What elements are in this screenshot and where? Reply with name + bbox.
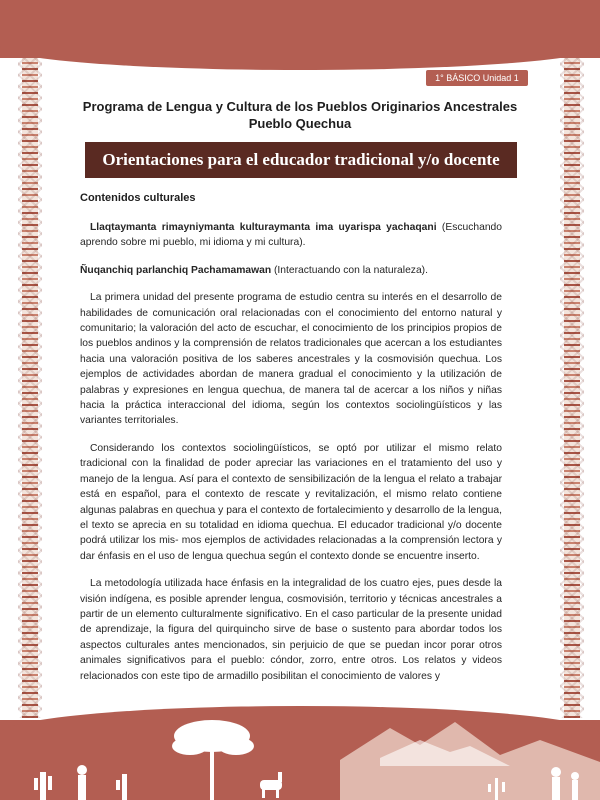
program-title	[60, 98, 540, 132]
program-title-line2: Pueblo Quechua	[248, 116, 352, 131]
top-decorative-band	[0, 0, 600, 58]
content-item-2	[80, 263, 502, 278]
section-banner: Orientaciones para el educador tradicional y/o docente	[85, 142, 517, 178]
document-body	[80, 220, 502, 696]
right-woven-border	[564, 58, 580, 718]
program-title-line1: Programa de Lengua y Cultura de los Pueblos Originarios Ancestrales	[82, 99, 518, 114]
paragraph-3: La metodología utilizada hace énfasis en la integralidad de los cuatro ejes, pues desde la visión indígena, es posible aprender lengua, cosmovisión, territorio y técnicas ancestrales a partir de un elemento culturalmente significativo. En el caso particular de la presente unidad de aprendizaje, la figura del quirquincho sirve de base o sustento para abordar todos los aspectos culturales antes mencionados, sin perjuicio de que se puedan incor porar otros animales significativos para el pueblo: cóndor, zorro, entre otros. Los relatos y videos relacionados con este tipo de armadillo posibilitan el conocimiento de valores y	[80, 578, 502, 682]
content-item-1	[80, 220, 502, 251]
unit-tag: 1° BÁSICO Unidad 1	[426, 70, 528, 86]
content-item-1-quechua: Llaqtaymanta rimayniymanta kulturaymanta ima uyarispa yachaqani	[90, 222, 437, 233]
landscape-silhouette-illustration	[0, 700, 600, 800]
paragraph-2: Considerando los contextos sociolingüísticos, se optó por utilizar el mismo relato tradicional con la finalidad de poder apreciar las variaciones en el tratamiento del uso y manejo de la lengua. Así para el contexto de sensibilización de la lengua el relato a trabajar está en español, para el contexto de rescate y revitalización, el mismo relato contiene algunas palabras en quechua y para el contexto de fortalecimiento y desarrollo de la lengua, el texto se aprecia en su totalidad en idioma quechua. El educador tradicional y/o docente podrá utilizar los mis- mos ejemplos de actividades relacionadas a la comprensión lectora y dar énfasis en el uso de lengua quechua según el contexto donde se encuentre inserto.	[80, 442, 502, 562]
section-heading: Contenidos culturales	[80, 192, 196, 204]
left-woven-border	[22, 58, 38, 718]
content-item-2-quechua: Ñuqanchiq parlanchiq Pachamamawan	[80, 264, 272, 276]
content-item-1-translation: (Escuchando aprendo sobre mi pueblo, mi idioma y mi cultura).	[80, 222, 502, 249]
paragraph-1: La primera unidad del presente programa de estudio centra su interés en el desarrollo de habilidades de comunicación oral relacionadas con el conocimiento del entorno natural y comunitario; la valoración del acto de escuchar, el conocimiento de los principios propios de los pueblos andinos y la comprensión de relatos tradicionales que acercan a los estudiantes hacia una valoración positiva de los saberes ancestrales y la cosmovisión quechua. Los ejemplos de actividades abordan de manera gradual el conocimiento y la utilización de palabras y expresiones en lengua quechua, de manera tal de acercar a los niños y niñas hacia la práctica interaccional del idioma, según los contextos sociolingüísticos y las variantes territoriales.	[80, 292, 502, 427]
content-item-2-translation: (Interactuando con la naturaleza).	[271, 264, 428, 276]
